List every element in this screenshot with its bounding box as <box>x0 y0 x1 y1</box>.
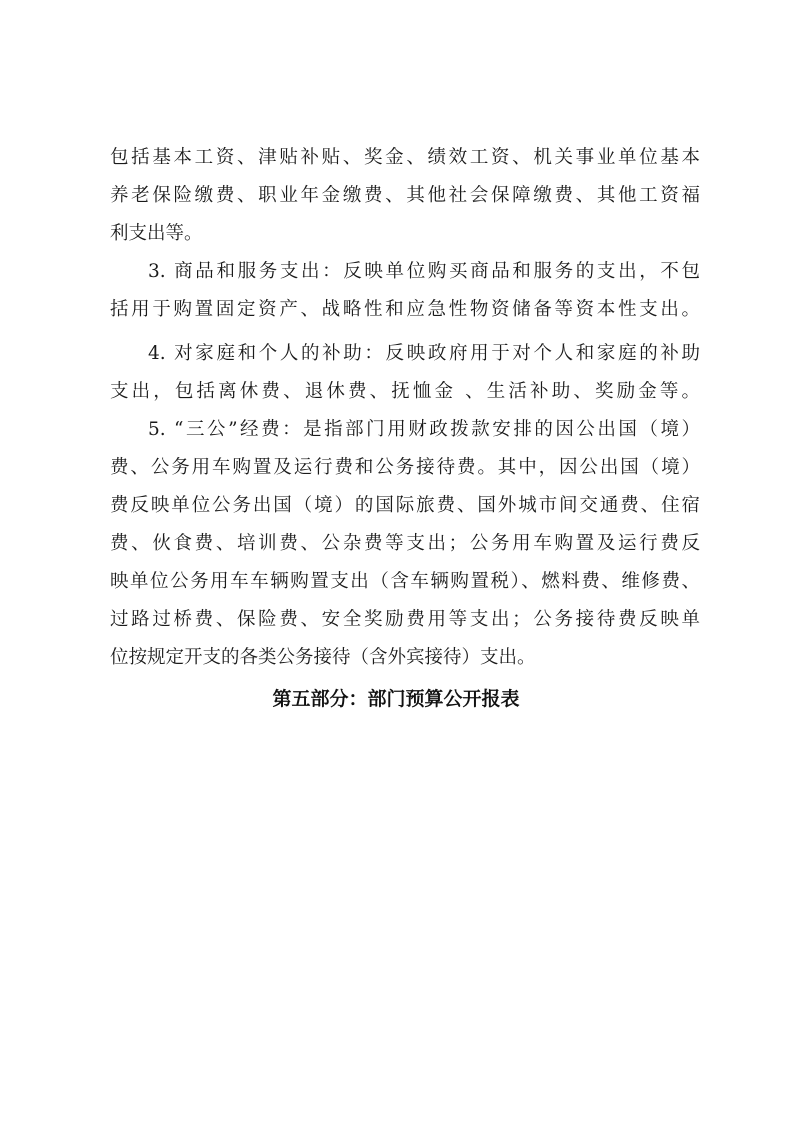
paragraph-2-line-2: 括用于购置固定资产、战略性和应急性物资储备等资本性支出。 <box>110 299 700 320</box>
paragraph-1-line-1: 包括基本工资、津贴补贴、奖金、绩效工资、机关事业单位基本 <box>110 147 700 168</box>
paragraph-4-line-6: 过路过桥费、保险费、安全奖励费用等支出；公务接待费反映单 <box>110 609 700 630</box>
paragraph-4-line-2: 费、公务用车购置及运行费和公务接待费。其中，因公出国（境） <box>110 457 700 478</box>
paragraph-2-line-1: 3. 商品和服务支出：反映单位购买商品和服务的支出，不包 <box>148 261 700 282</box>
paragraph-4-line-5: 映单位公务用车车辆购置支出（含车辆购置税）、燃料费、维修费、 <box>110 571 700 592</box>
paragraph-4-line-4: 费、伙食费、培训费、公杂费等支出；公务用车购置及运行费反 <box>110 533 700 554</box>
paragraph-3-line-1: 4. 对家庭和个人的补助：反映政府用于对个人和家庭的补助 <box>148 343 700 364</box>
paragraph-4-line-7: 位按规定开支的各类公务接待（含外宾接待）支出。 <box>110 647 536 668</box>
paragraph-3-line-2: 支出，包括离休费、退休费、抚恤金 、生活补助、奖励金等。 <box>110 381 700 402</box>
paragraph-1-line-2: 养老保险缴费、职业年金缴费、其他社会保障缴费、其他工资福 <box>110 185 700 206</box>
paragraph-1-line-3: 利支出等。 <box>110 223 203 244</box>
paragraph-4-line-3: 费反映单位公务出国（境）的国际旅费、国外城市间交通费、住宿 <box>110 495 700 516</box>
paragraph-4-line-1: 5. “三公”经费：是指部门用财政拨款安排的因公出国（境） <box>148 419 700 440</box>
section-heading: 第五部分：部门预算公开报表 <box>272 688 520 710</box>
